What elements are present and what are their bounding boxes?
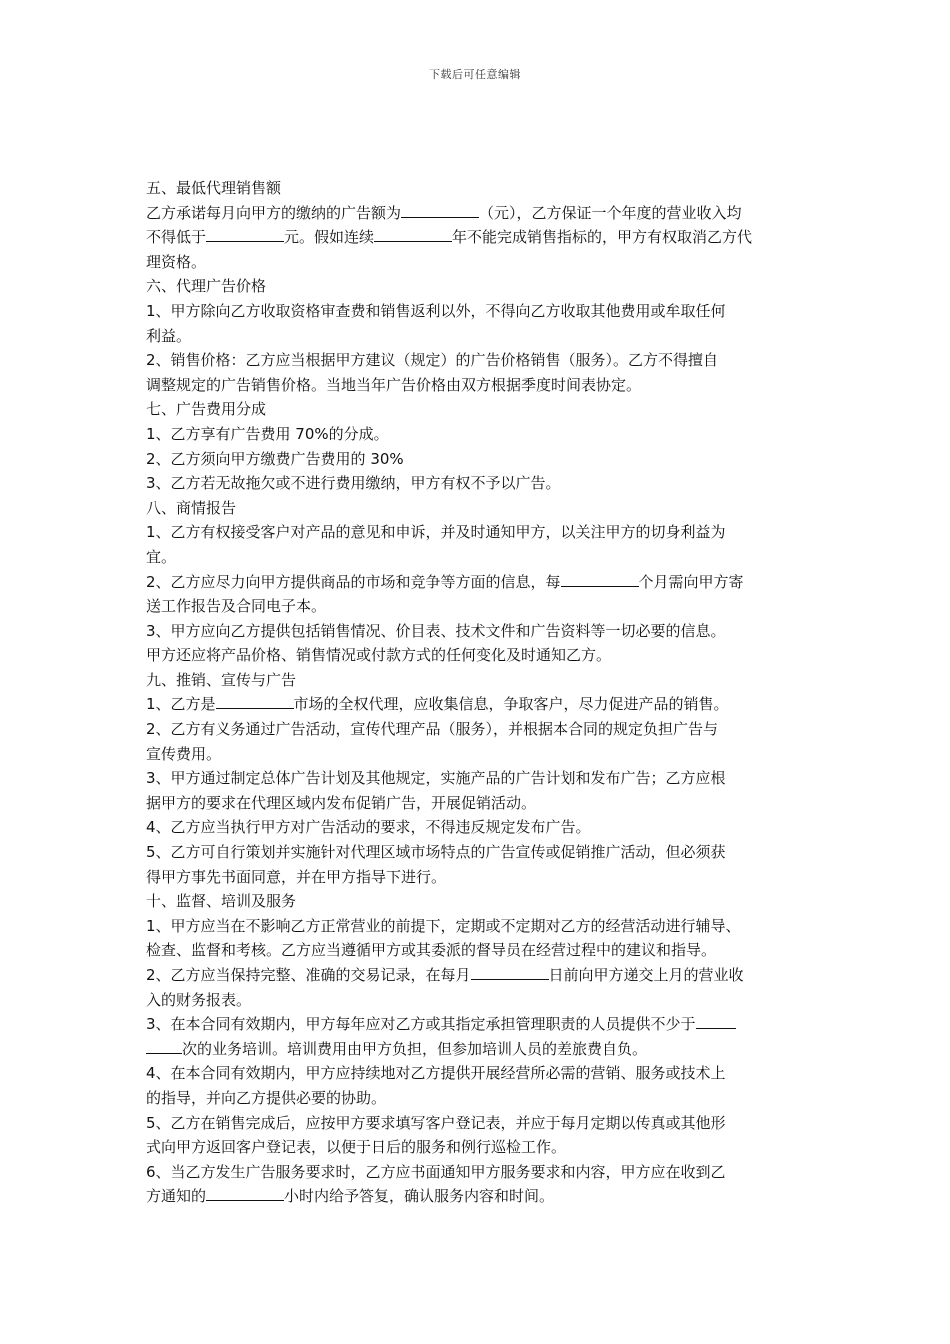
text-line: 1、甲方除向乙方收取资格审查费和销售返利以外，不得向乙方收取其他费用或牟取任何 xyxy=(146,301,726,320)
text-line: 2、乙方须向甲方缴费广告费用的 30% xyxy=(146,449,404,468)
fill-blank xyxy=(401,202,479,218)
text-line: 6、当乙方发生广告服务要求时，乙方应书面通知甲方服务要求和内容，甲方应在收到乙 xyxy=(146,1162,726,1181)
text-line: 利益。 xyxy=(146,326,192,345)
text-line: 1、乙方享有广告费用 70%的分成。 xyxy=(146,424,389,443)
fill-blank xyxy=(206,1185,284,1201)
text-line: 1、乙方有权接受客户对产品的意见和申诉，并及时通知甲方，以关注甲方的切身利益为 xyxy=(146,523,726,542)
fill-blank xyxy=(216,693,294,709)
text-line: 4、在本合同有效期内，甲方应持续地对乙方提供开展经营所必需的营销、服务或技术上 xyxy=(146,1064,726,1083)
text-line: 得甲方事先书面同意，并在甲方指导下进行。 xyxy=(146,867,447,886)
text-line: 3、在本合同有效期内，甲方每年应对乙方或其指定承担管理职责的人员提供不少于 xyxy=(146,1012,816,1037)
text-line: 宣传费用。 xyxy=(146,744,222,763)
fill-blank xyxy=(206,226,284,242)
text-line: 4、乙方应当执行甲方对广告活动的要求，不得违反规定发布广告。 xyxy=(146,818,591,837)
section-heading-5: 五、最低代理销售额 xyxy=(146,179,282,197)
text-line: 2、乙方应尽力向甲方提供商品的市场和竞争等方面的信息，每 个月需向甲方寄 xyxy=(146,572,744,591)
section-heading-10: 十、监督、培训及服务 xyxy=(146,892,297,911)
text-line: 据甲方的要求在代理区域内发布促销广告，开展促销活动。 xyxy=(146,793,537,812)
fill-blank xyxy=(471,964,549,980)
text-line: 理资格。 xyxy=(146,252,207,271)
text-line: 方通知的 小时内给予答复，确认服务内容和时间。 xyxy=(146,1187,555,1206)
contract-body xyxy=(146,176,816,1209)
fill-blank xyxy=(696,1013,736,1029)
fill-blank xyxy=(146,1038,182,1054)
text-line: 5、乙方在销售完成后，应按甲方要求填写客户登记表，并应于每月定期以传真或其他形 xyxy=(146,1113,726,1132)
text-line: 乙方承诺每月向甲方的缴纳的广告额为 （元），乙方保证一个年度的营业收入均 xyxy=(146,203,742,222)
text-line: 3、乙方若无故拖欠或不进行费用缴纳，甲方有权不予以广告。 xyxy=(146,474,561,493)
text-line: 2、乙方应当保持完整、准确的交易记录，在每月 日前向甲方递交上月的营业收 xyxy=(146,966,744,984)
text-line: 调整规定的广告销售价格。当地当年广告价格由双方根据季度时间表协定。 xyxy=(146,375,642,394)
text-line: 1、乙方是 市场的全权代理，应收集信息，争取客户，尽力促进产品的销售。 xyxy=(146,695,729,714)
text-line: 入的财务报表。 xyxy=(146,990,252,1009)
section-heading-7: 七、广告费用分成 xyxy=(146,400,267,419)
section-heading-6: 六、代理广告价格 xyxy=(146,277,267,296)
text-line: 1、甲方应当在不影响乙方正常营业的前提下，定期或不定期对乙方的经营活动进行辅导、 xyxy=(146,916,741,935)
text-line: 3、甲方应向乙方提供包括销售情况、价目表、技术文件和广告资料等一切必要的信息。 xyxy=(146,621,726,640)
text-line: 次的业务培训。培训费用由甲方负担，但参加培训人员的差旅费自负。 xyxy=(146,1037,816,1062)
text-line: 式向甲方返回客户登记表，以便于日后的服务和例行巡检工作。 xyxy=(146,1138,567,1157)
text-line: 2、销售价格：乙方应当根据甲方建议（规定）的广告价格销售（服务）。乙方不得擅自 xyxy=(146,351,719,370)
text-line: 甲方还应将产品价格、销售情况或付款方式的任何变化及时通知乙方。 xyxy=(146,646,612,665)
text-line: 5、乙方可自行策划并实施针对代理区域市场特点的广告宣传或促销推广活动，但必须获 xyxy=(146,843,726,862)
text-line: 不得低于 元。假如连续 年不能完成销售指标的，甲方有权取消乙方代 xyxy=(146,228,753,247)
page-header: 下载后可任意编辑 xyxy=(429,68,521,81)
section-heading-9: 九、推销、宣传与广告 xyxy=(146,670,297,689)
section-heading-8: 八、商情报告 xyxy=(146,498,237,517)
text-line: 宜。 xyxy=(146,547,177,566)
text-line: 的指导，并向乙方提供必要的协助。 xyxy=(146,1088,387,1107)
text-line: 3、甲方通过制定总体广告计划及其他规定，实施产品的广告计划和发布广告；乙方应根 xyxy=(146,769,726,788)
text-line: 检查、监督和考核。乙方应当遵循甲方或其委派的督导员在经营过程中的建议和指导。 xyxy=(146,941,717,960)
fill-blank xyxy=(374,226,452,242)
text-line: 2、乙方有义务通过广告活动，宣传代理产品（服务），并根据本合同的规定负担广告与 xyxy=(146,720,719,739)
fill-blank xyxy=(561,571,639,587)
text-line: 送工作报告及合同电子本。 xyxy=(146,597,327,616)
